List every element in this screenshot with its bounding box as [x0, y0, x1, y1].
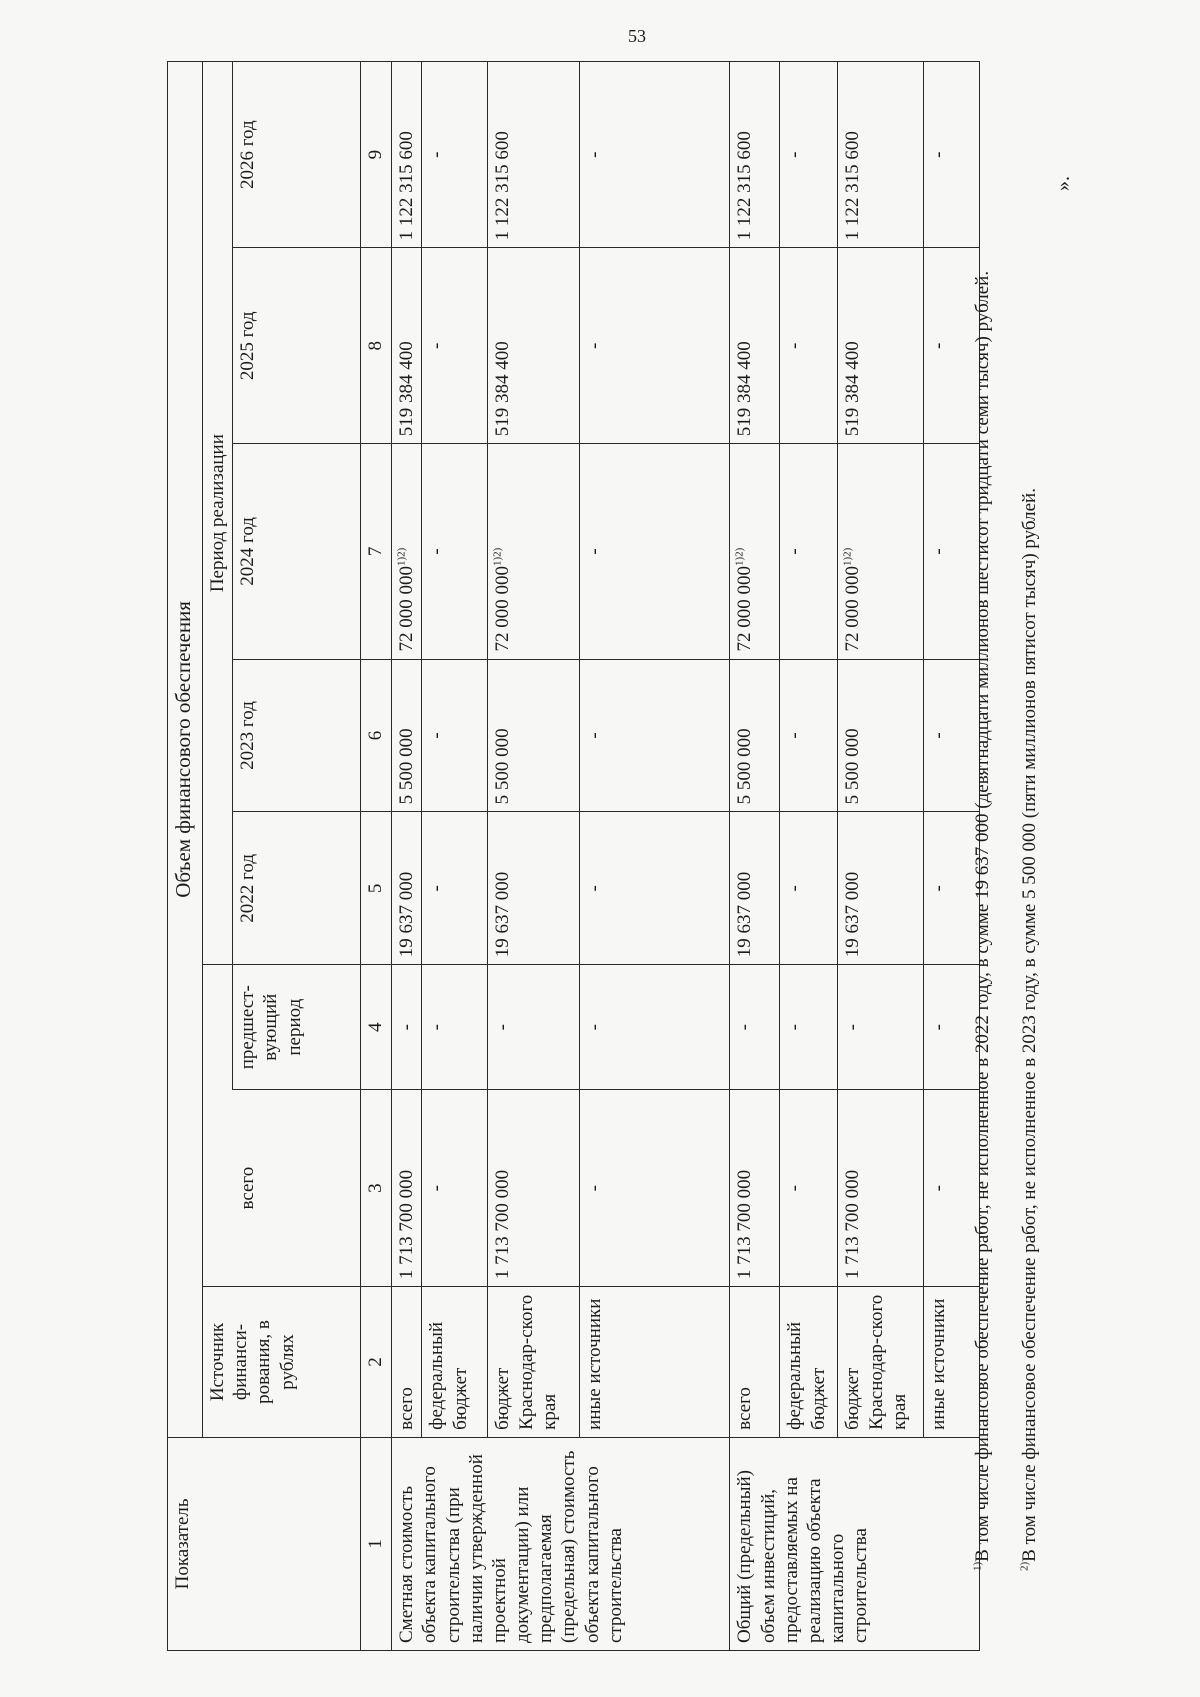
year-2023-cell: - — [924, 659, 980, 812]
footnote-text: В том числе финансовое обеспечение работ, не исполненное в 2023 году, в сумме 5 500 000 (пяти миллионов пятисот тысяч) рублей. — [1019, 488, 1040, 1562]
previous-period-cell: - — [838, 965, 924, 1090]
header-source: Источник финанси-рования, в рублях — [203, 1287, 361, 1438]
previous-period-cell: - — [392, 965, 422, 1090]
column-number: 6 — [361, 659, 392, 812]
table-row — [488, 62, 580, 1651]
footnote-ref: 1)2) — [492, 547, 505, 567]
year-2025-cell: - — [422, 248, 488, 444]
header-indicator: Показатель — [168, 1437, 361, 1650]
year-2024-cell — [488, 444, 580, 659]
footnote-ref: 1)2) — [395, 547, 408, 567]
total-cell: 1 713 700 000 — [838, 1090, 924, 1287]
year-2023-cell: - — [580, 659, 730, 812]
source-cell: бюджет Краснодар-ского края — [838, 1287, 924, 1438]
year-2024-cell — [730, 444, 780, 659]
header-period: Период реализации — [203, 62, 233, 965]
total-cell: - — [580, 1090, 730, 1287]
year-2023-cell: 5 500 000 — [392, 659, 422, 812]
total-cell: 1 713 700 000 — [392, 1090, 422, 1287]
year-2026-cell: 1 122 315 600 — [838, 62, 924, 248]
year-2024-cell: - — [580, 444, 730, 659]
year-2024-cell: - — [780, 444, 838, 659]
previous-period-cell: - — [422, 965, 488, 1090]
table-row — [730, 62, 780, 1651]
year-2023-cell: 5 500 000 — [488, 659, 580, 812]
table-row — [392, 62, 422, 1651]
source-cell: федеральный бюджет — [422, 1287, 488, 1438]
year-2022-cell: 19 637 000 — [392, 812, 422, 965]
source-cell: всего — [392, 1287, 422, 1438]
footnote-ref: 1)2) — [734, 547, 747, 567]
year-2022-cell: - — [924, 812, 980, 965]
header-volume: Объем финансового обеспечения — [168, 62, 203, 1438]
footnote-text: В том числе финансовое обеспечение работ, не исполненное в 2022 году, в сумме 19 637 000 (девятнадцати миллионов шестисот тридцати семи тысяч) рублей. — [972, 270, 993, 1562]
year-2024-cell — [392, 444, 422, 659]
year-2024-cell: - — [924, 444, 980, 659]
table-row — [580, 62, 730, 1651]
year-2026-cell: - — [924, 62, 980, 248]
year-2026-cell: 1 122 315 600 — [730, 62, 780, 248]
previous-period-cell: - — [488, 965, 580, 1090]
column-number: 7 — [361, 444, 392, 659]
header-previous-period: предшест-вующий период — [233, 965, 361, 1090]
previous-period-cell: - — [780, 965, 838, 1090]
source-cell: бюджет Краснодар-ского края — [488, 1287, 580, 1438]
footnote-mark: 2) — [1018, 1561, 1031, 1571]
year-2024-value: 72 000 000 — [396, 566, 418, 652]
year-2023-cell: - — [780, 659, 838, 812]
total-cell: 1 713 700 000 — [488, 1090, 580, 1287]
header-year-2023: 2023 год — [233, 659, 361, 812]
year-2025-cell: - — [580, 248, 730, 444]
table-row — [780, 62, 838, 1651]
previous-period-cell: - — [580, 965, 730, 1090]
year-2024-value: 72 000 000 — [492, 566, 514, 652]
year-2022-cell: 19 637 000 — [838, 812, 924, 965]
rotated-page-content — [167, 71, 1097, 1651]
header-year-2025: 2025 год — [233, 248, 361, 444]
previous-period-cell: - — [730, 965, 780, 1090]
year-2022-cell: - — [580, 812, 730, 965]
year-2026-cell: - — [422, 62, 488, 248]
total-cell: - — [924, 1090, 980, 1287]
year-2023-cell: - — [422, 659, 488, 812]
column-number: 1 — [361, 1437, 392, 1650]
column-number: 3 — [361, 1090, 392, 1287]
table-row — [422, 62, 488, 1651]
year-2022-cell: - — [780, 812, 838, 965]
footnote-2 — [1018, 106, 1042, 1651]
financing-table — [167, 61, 980, 1651]
year-2024-cell: - — [422, 444, 488, 659]
year-2025-cell: 519 384 400 — [488, 248, 580, 444]
closing-quote-mark: ». — [1052, 176, 1074, 191]
column-number: 8 — [361, 248, 392, 444]
source-cell: всего — [730, 1287, 780, 1438]
year-2023-cell: 5 500 000 — [838, 659, 924, 812]
year-2025-cell: 519 384 400 — [838, 248, 924, 444]
header-year-2026: 2026 год — [233, 62, 361, 248]
header-year-2024: 2024 год — [233, 444, 361, 659]
indicator-total-investment: Общий (предельный) объем инвестиций, предоставляемых на реализацию объекта капитального строительства — [730, 1437, 980, 1650]
column-number: 4 — [361, 965, 392, 1090]
year-2024-cell — [838, 444, 924, 659]
year-2023-cell: 5 500 000 — [730, 659, 780, 812]
total-cell: 1 713 700 000 — [730, 1090, 780, 1287]
total-cell: - — [422, 1090, 488, 1287]
table-row — [838, 62, 924, 1651]
header-total: всего — [233, 1090, 361, 1287]
year-2026-cell: - — [780, 62, 838, 248]
column-number: 2 — [361, 1287, 392, 1438]
column-number: 9 — [361, 62, 392, 248]
indicator-estimated-cost: Сметная стоимость объекта капитального строительства (при наличии утвержденной проектной документации) или предполагаемая (предельная) стоимость объекта капитального строительства — [392, 1437, 730, 1650]
year-2025-cell: - — [924, 248, 980, 444]
year-2026-cell: 1 122 315 600 — [488, 62, 580, 248]
footnote-1 — [971, 106, 995, 1651]
year-2025-cell: 519 384 400 — [392, 248, 422, 444]
footnote-ref: 1)2) — [842, 547, 855, 567]
year-2024-value: 72 000 000 — [842, 566, 864, 652]
page-number: 53 — [628, 26, 646, 46]
year-2022-cell: 19 637 000 — [488, 812, 580, 965]
source-cell: иные источники — [580, 1287, 730, 1438]
year-2025-cell: 519 384 400 — [730, 248, 780, 444]
year-2026-cell: 1 122 315 600 — [392, 62, 422, 248]
year-2022-cell: 19 637 000 — [730, 812, 780, 965]
previous-period-cell: - — [924, 965, 980, 1090]
column-number: 5 — [361, 812, 392, 965]
year-2022-cell: - — [422, 812, 488, 965]
footnote-mark: 1) — [971, 1561, 984, 1571]
year-2024-value: 72 000 000 — [734, 566, 756, 652]
source-cell: иные источники — [924, 1287, 980, 1438]
header-year-2022: 2022 год — [233, 812, 361, 965]
source-cell: федеральный бюджет — [780, 1287, 838, 1438]
year-2025-cell: - — [780, 248, 838, 444]
total-cell: - — [780, 1090, 838, 1287]
header-spacer — [203, 965, 233, 1287]
year-2026-cell: - — [580, 62, 730, 248]
